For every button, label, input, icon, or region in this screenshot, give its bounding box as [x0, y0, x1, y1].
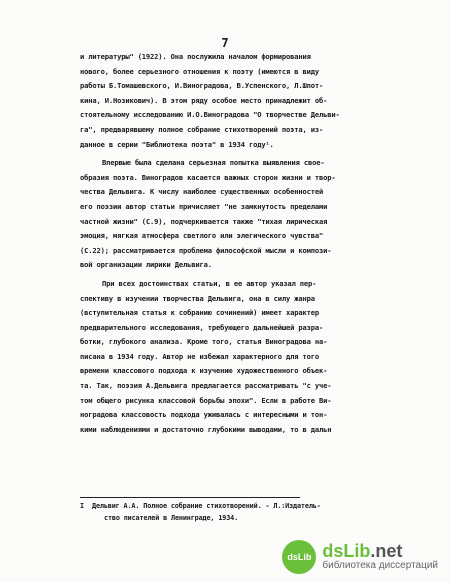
- text-line: данное в серии "Библиотека поэта" в 1934 году¹.: [80, 139, 274, 149]
- footnote: [80, 500, 410, 524]
- text-line: его поэзии автор статьи причисляет "не замкнутость пределами: [80, 201, 328, 211]
- text-line: кими наблюдениями и достаточно глубокими выводами, то в дальн: [80, 424, 332, 434]
- footnote-divider: [80, 497, 300, 498]
- watermark-subtitle: библиотека диссертаций: [322, 560, 438, 572]
- body-text: [80, 50, 400, 437]
- text-line: ботки, глубокого анализа. Кроме того, статья Виноградова на-: [80, 337, 328, 347]
- text-line: времени классового подхода к изучению художественного объек-: [80, 366, 328, 376]
- dslib-logo-icon: dsLib: [282, 540, 316, 574]
- text-line: эмоция, мягкая атмосфера светлого или элегического чувства": [80, 231, 324, 241]
- text-line: работы Б.Томашевского, И.Виноградова, В.Успенского, Л.Шпот-: [80, 81, 324, 91]
- text-line: образия поэта. Виноградов касается важных сторон жизни и твор-: [80, 172, 336, 182]
- text-line: и литературы" (1922). Она послужила началом формирования: [80, 52, 311, 61]
- footnote-mark: I: [80, 502, 84, 510]
- text-line: частной жизни" (С.9), подчеркивается также "тихая лирическая: [80, 216, 328, 226]
- text-line: вой организации лирики Дельвига.: [80, 260, 212, 270]
- footnote-text: Дельвиг А.А. Полное собрание стихотворений. - Л.:Издатель-: [92, 502, 321, 510]
- text-line: нового, более серьезного отношения к поэту (имеются в виду: [80, 66, 320, 76]
- footnote-line: [80, 500, 410, 512]
- text-line: кина, И.Нозикович). В этом ряду особое место принадлежит об-: [80, 95, 328, 105]
- footnote-line: ство писателей в Ленинграде, 1934.: [104, 514, 239, 522]
- text-line: ноградова классовость подхода уживалась с интересными и тон-: [80, 410, 328, 420]
- text-line: (С.22); рассматривается проблема философской мысли и компози-: [80, 245, 332, 255]
- page-number: 7: [221, 36, 229, 50]
- watermark-brand-prefix: dsLib: [322, 541, 371, 562]
- watermark-brand: [322, 542, 438, 561]
- text-line: та. Так, поэзия А.Дельвига предлагается рассматривать "с уче-: [80, 381, 332, 391]
- watermark-brand-suffix: .net: [370, 541, 403, 562]
- text-line: Впервые была сделана серьезная попытка выявления свое-: [102, 158, 325, 168]
- text-line: стоятельному исследованию И.О.Виноградова "О творчестве Дельви-: [80, 110, 340, 120]
- text-line: спективу в изучении творчества Дельвига, она в силу жанра: [80, 293, 315, 303]
- text-line: чества Дельвига. К числу наиболее существенных особенностей: [80, 187, 324, 197]
- text-line: (вступительная статья к собранию сочинений) имеет характер: [80, 308, 320, 318]
- text-line: том общего рисунка классовой борьбы эпохи". Если в работе Ви-: [80, 395, 332, 405]
- watermark-text: [322, 542, 438, 571]
- dslib-watermark[interactable]: [282, 540, 438, 574]
- text-line: га", предварявшему полное собрание стихотворений поэта, из-: [80, 124, 324, 134]
- text-line: предварительного исследования, требующего дальнейшей разра-: [80, 322, 324, 332]
- text-line: писана в 1934 году. Автор не избежал характерного для того: [80, 351, 320, 361]
- text-line: При всех достоинствах статьи, в ее автор указал пер-: [102, 278, 317, 288]
